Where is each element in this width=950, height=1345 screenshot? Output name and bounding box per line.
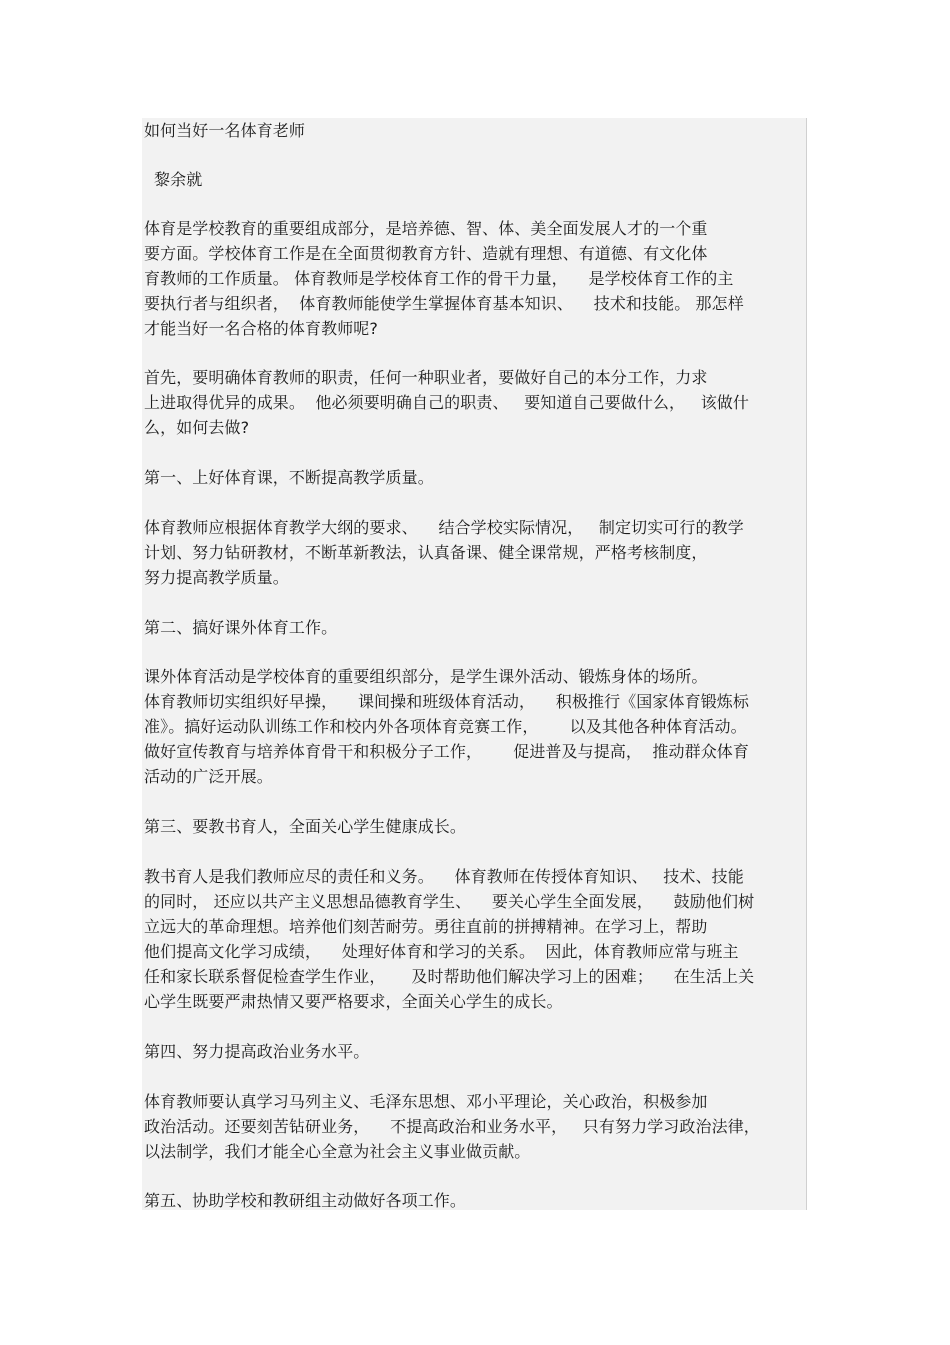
body-line: 首先，要明确体育教师的职责，任何一种职业者，要做好自己的本分工作，力求: [144, 368, 708, 387]
body-line: 体育是学校教育的重要组成部分，是培养德、智、体、美全面发展人才的一个重: [144, 219, 708, 238]
body-line: 他们提高文化学习成绩， 处理好体育和学习的关系。 因此，体育教师应常与班主: [144, 942, 739, 961]
body-line: 以法制学，我们才能全心全意为社会主义事业做贡献。: [144, 1142, 531, 1161]
body-line: 做好宣传教育与培养体育骨干和积极分子工作， 促进普及与提高， 推动群众体育: [144, 742, 749, 761]
section-heading: 第四、努力提高政治业务水平。: [144, 1042, 370, 1061]
body-line: 教书育人是我们教师应尽的责任和义务。 体育教师在传授体育知识、 技术、技能: [144, 867, 744, 886]
document-text-panel: [142, 118, 807, 1210]
section-heading: 第二、搞好课外体育工作。: [144, 618, 338, 637]
body-line: 努力提高教学质量。: [144, 568, 289, 587]
section-heading: 第三、要教书育人，全面关心学生健康成长。: [144, 817, 467, 836]
body-line: 体育教师切实组织好早操， 课间操和班级体育活动， 积极推行《国家体育锻炼标: [144, 692, 749, 711]
body-line: 要方面。学校体育工作是在全面贯彻教育方针、造就有理想、有道德、有文化体: [144, 244, 708, 263]
body-line: 准》。搞好运动队训练工作和校内外各项体育竞赛工作， 以及其他各种体育活动。: [144, 717, 747, 736]
body-line: 任和家长联系督促检查学生作业， 及时帮助他们解决学习上的困难； 在生活上关: [144, 967, 755, 986]
body-line: 上进取得优异的成果。 他必须要明确自己的职责、 要知道自己要做什么， 该做什: [144, 393, 749, 412]
document-author: 黎余就: [154, 170, 203, 189]
section-heading: 第一、上好体育课，不断提高教学质量。: [144, 468, 434, 487]
body-line: 育教师的工作质量。 体育教师是学校体育工作的骨干力量， 是学校体育工作的主: [144, 269, 734, 288]
document-title: 如何当好一名体育老师: [144, 121, 306, 140]
body-line: 才能当好一名合格的体育教师呢?: [144, 319, 378, 338]
body-line: 计划、努力钻研教材，不断革新教法，认真备课、健全课常规，严格考核制度，: [144, 543, 708, 562]
body-line: 课外体育活动是学校体育的重要组织部分，是学生课外活动、锻炼身体的场所。: [144, 667, 708, 686]
body-line: 的同时， 还应以共产主义思想品德教育学生、 要关心学生全面发展， 鼓励他们树: [144, 892, 755, 911]
body-line: 心学生既要严肃热情又要严格要求，全面关心学生的成长。: [144, 992, 563, 1011]
body-line: 活动的广泛开展。: [144, 767, 273, 786]
body-line: 体育教师应根据体育教学大纲的要求、 结合学校实际情况， 制定切实可行的教学: [144, 518, 744, 537]
body-line: 么，如何去做?: [144, 418, 250, 437]
body-line: 立远大的革命理想。培养他们刻苦耐劳。勇往直前的拼搏精神。在学习上，帮助: [144, 917, 708, 936]
section-heading: 第五、协助学校和教研组主动做好各项工作。: [144, 1191, 467, 1210]
body-line: 体育教师要认真学习马列主义、毛泽东思想、邓小平理论，关心政治，积极参加: [144, 1092, 708, 1111]
body-line: 政治活动。还要刻苦钻研业务， 不提高政治和业务水平， 只有努力学习政治法律，: [144, 1117, 760, 1136]
body-line: 要执行者与组织者， 体育教师能使学生掌握体育基本知识、 技术和技能。 那怎样: [144, 294, 744, 313]
